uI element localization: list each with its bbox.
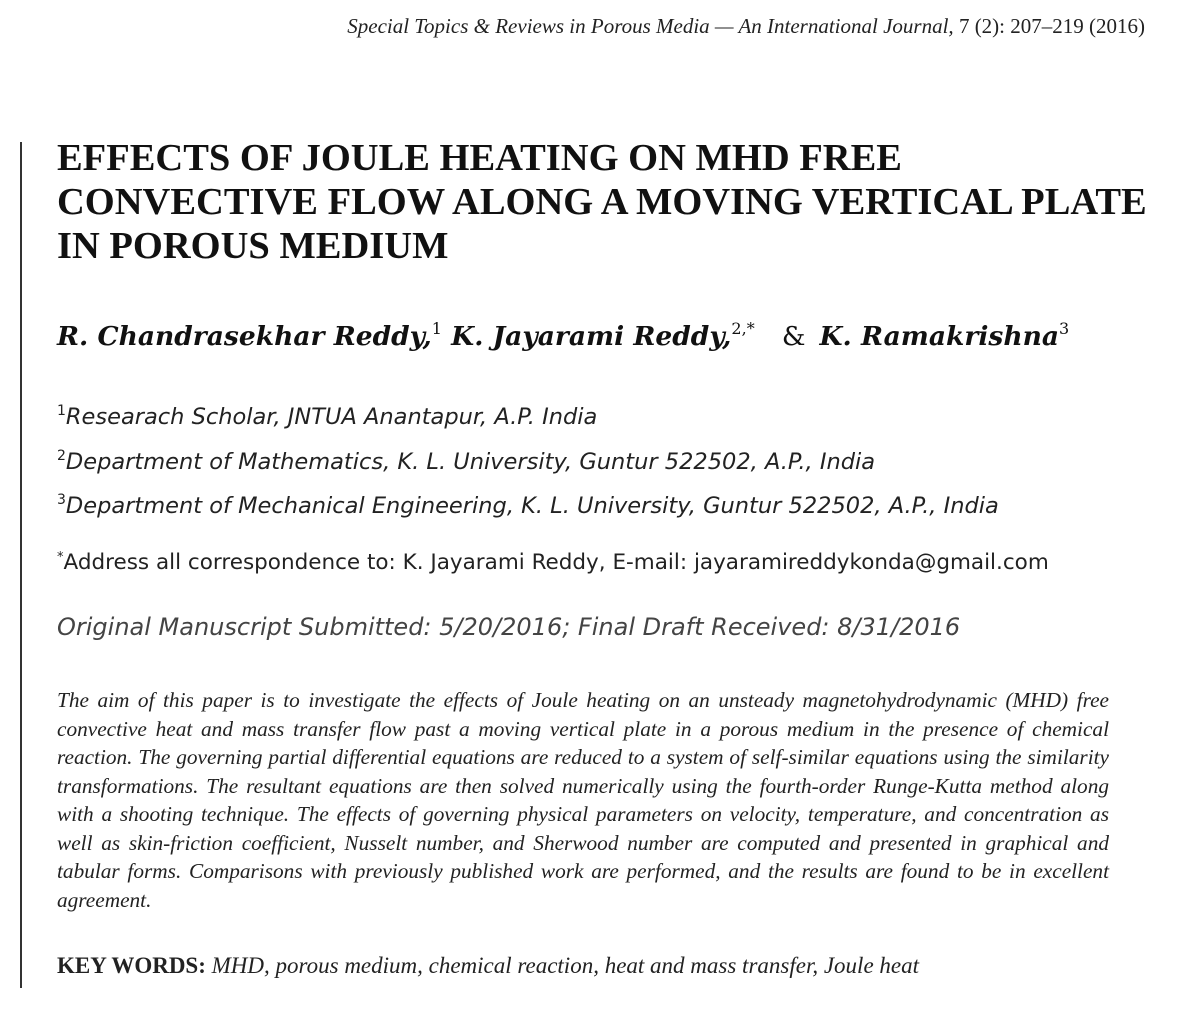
journal-name: Special Topics & Reviews in Porous Media — An International Journal, (347, 14, 954, 38)
affiliation-3-text: Department of Mechanical Engineering, K. L. University, Guntur 522502, A.P., India (65, 493, 999, 519)
margin-rule (20, 142, 22, 988)
author-3-mark: 3 (1059, 319, 1070, 338)
correspondence-mark: * (57, 550, 64, 565)
affiliation-1-text: Researach Scholar, JNTUA Anantapur, A.P. India (65, 404, 598, 430)
author-1-mark: 1 (431, 319, 442, 338)
correspondence-text: Address all correspondence to: K. Jayarami Reddy, E-mail: jayaramireddykonda@gmail.com (63, 550, 1049, 575)
journal-volume: 7 (2): 207–219 (2016) (958, 14, 1145, 38)
affiliation-2 (57, 448, 875, 475)
journal-header (347, 14, 1145, 39)
author-3: K. Ramakrishna (819, 321, 1060, 352)
author-2-mark: 2,* (731, 319, 755, 338)
affiliation-2-mark: 2 (57, 448, 66, 464)
keywords-label: KEY WORDS: (57, 953, 206, 978)
affiliation-1-mark: 1 (57, 403, 66, 419)
paper-title: EFFECTS OF JOULE HEATING ON MHD FREE CONVECTIVE FLOW ALONG A MOVING VERTICAL PLATE IN POROUS MEDIUM (57, 137, 1147, 267)
abstract: The aim of this paper is to investigate the effects of Joule heating on an unsteady magnetohydrodynamic (MHD) free convective heat and mass transfer flow past a moving vertical plate in a porous medium in the presence of chemical reaction. The governing partial differential equations are reduced to a system of self-similar equations using the similarity transformations. The resultant equations are then solved numerically using the fourth-order Runge-Kutta method along with a shooting technique. The effects of governing physical parameters on velocity, temperature, and concentration as well as skin-friction coefficient, Nusselt number, and Sherwood number are computed and presented in graphical and tabular forms. Comparisons with previously published work are performed, and the results are found to be in excellent agreement. (57, 688, 1109, 912)
affiliation-2-text: Department of Mathematics, K. L. University, Guntur 522502, A.P., India (65, 449, 876, 475)
submission-dates: Original Manuscript Submitted: 5/20/2016; Final Draft Received: 8/31/2016 (57, 613, 961, 641)
affiliation-3 (57, 492, 999, 519)
keywords-list: MHD, porous medium, chemical reaction, heat and mass transfer, Joule heat (211, 953, 920, 978)
author-1: R. Chandrasekhar Reddy, (57, 321, 432, 352)
author-separator: & (781, 321, 806, 352)
keywords (57, 953, 1157, 979)
correspondence (57, 550, 1049, 575)
author-list (57, 319, 1177, 352)
author-2: K. Jayarami Reddy, (451, 321, 732, 352)
affiliation-1 (57, 403, 597, 430)
affiliation-3-mark: 3 (57, 492, 66, 508)
